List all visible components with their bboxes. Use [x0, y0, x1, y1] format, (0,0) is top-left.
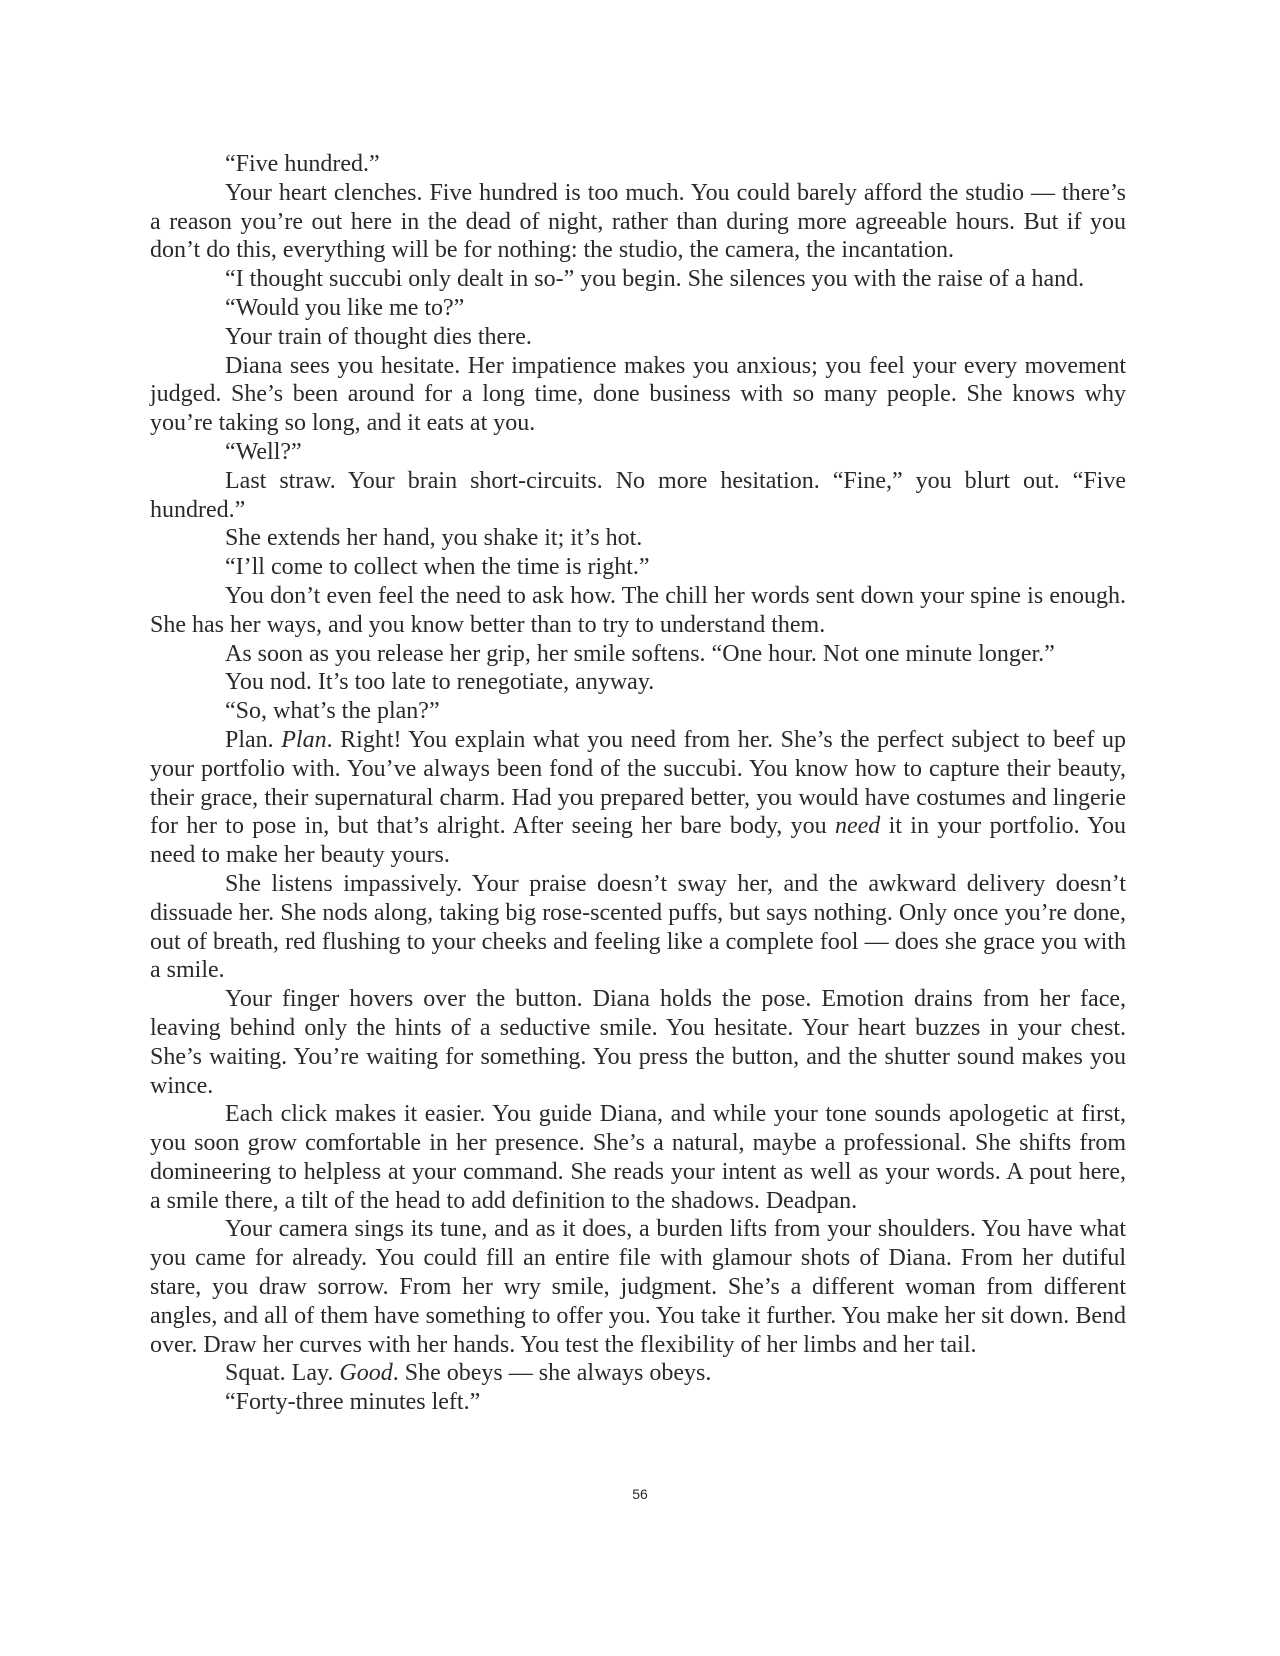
paragraph: Your train of thought dies there.: [225, 323, 532, 350]
paragraph: “I’ll come to collect when the time is right.”: [225, 554, 650, 581]
paragraph: Your heart clenches. Five hundred is too much. You could barely afford the studio — there’s a reason you’re out here in the dead of night, rather than during more agreeable hours. But if you don’t do this, everything will be for nothing: the studio, the camera, the incantation.: [150, 179, 1126, 264]
emphasis: Good: [339, 1360, 393, 1387]
paragraph: Your camera sings its tune, and as it does, a burden lifts from your shoulders. You have what you came for already. You could fill an entire file with glamour shots of Diana. From her dutiful stare, you draw sorrow. From her wry smile, judgment. She’s a different woman from different angles, and all of them have something to offer you. You take it further. You make her sit down. Bend over. Draw her curves with her hands. You test the flexibility of her limbs and her tail.: [150, 1216, 1126, 1358]
paragraph: Your finger hovers over the button. Diana holds the pose. Emotion drains from her face, leaving behind only the hints of a seductive smile. You hesitate. Your heart buzzes in your chest. She’s waiting. You’re waiting for something. You press the button, and the shutter sound makes you wince.: [150, 986, 1126, 1099]
paragraph: She extends her hand, you shake it; it’s hot.: [225, 525, 643, 552]
paragraph: “So, what’s the plan?”: [225, 698, 440, 725]
paragraph: Last straw. Your brain short-circuits. No more hesitation. “Fine,” you blurt out. “Five hundred.”: [150, 467, 1126, 523]
paragraph: You don’t even feel the need to ask how. The chill her words sent down your spine is enough. She has her ways, and you know better than to try to understand them.: [150, 582, 1126, 638]
paragraph: “Five hundred.”: [225, 151, 380, 177]
paragraph: “Well?”: [225, 438, 302, 465]
paragraph: Each click makes it easier. You guide Diana, and while your tone sounds apologetic at first, you soon grow comfortable in her presence. She’s a natural, maybe a professional. She shifts from domineering to helpless at your command. She reads your intent as well as your words. A pout here, a smile there, a tilt of the head to add definition to the shadows. Deadpan.: [150, 1101, 1126, 1214]
paragraph: “I thought succubi only dealt in so-” you begin. She silences you with the raise of a hand.: [225, 266, 1085, 293]
page-number: 56: [632, 1486, 648, 1502]
paragraph: Diana sees you hesitate. Her impatience makes you anxious; you feel your every movement judged. She’s been around for a long time, done business with so many people. She knows why you’re taking so long, and it eats at you.: [150, 352, 1126, 437]
paragraph: “Forty-three minutes left.”: [225, 1389, 481, 1416]
paragraph: “Would you like me to?”: [225, 294, 465, 321]
paragraph: As soon as you release her grip, her smile softens. “One hour. Not one minute longer.”: [225, 640, 1055, 667]
emphasis: Plan: [281, 726, 327, 753]
paragraph: She listens impassively. Your praise doesn’t sway her, and the awkward delivery doesn’t dissuade her. She nods along, taking big rose-scented puffs, but says nothing. Only once you’re done, out of breath, red flushing to your cheeks and feeling like a complete fool — does she grace you with a smile.: [150, 870, 1126, 984]
page-body: [150, 150, 1126, 1417]
paragraph: Plan. Plan. Right! You explain what you need from her. She’s the perfect subject to beef up your portfolio with. You’ve always been fond of the succubi. You know how to capture their beauty, their grace, their supernatural charm. Had you prepared better, you would have costumes and lingerie for her to pose in, but that’s alright. After seeing her bare body, you need it in your portfolio. You need to make her beauty yours.: [150, 726, 1127, 869]
paragraph: You nod. It’s too late to renegotiate, anyway.: [225, 669, 655, 696]
paragraph: Squat. Lay. Good. She obeys — she always obeys.: [225, 1360, 712, 1387]
emphasis: need: [834, 813, 881, 840]
